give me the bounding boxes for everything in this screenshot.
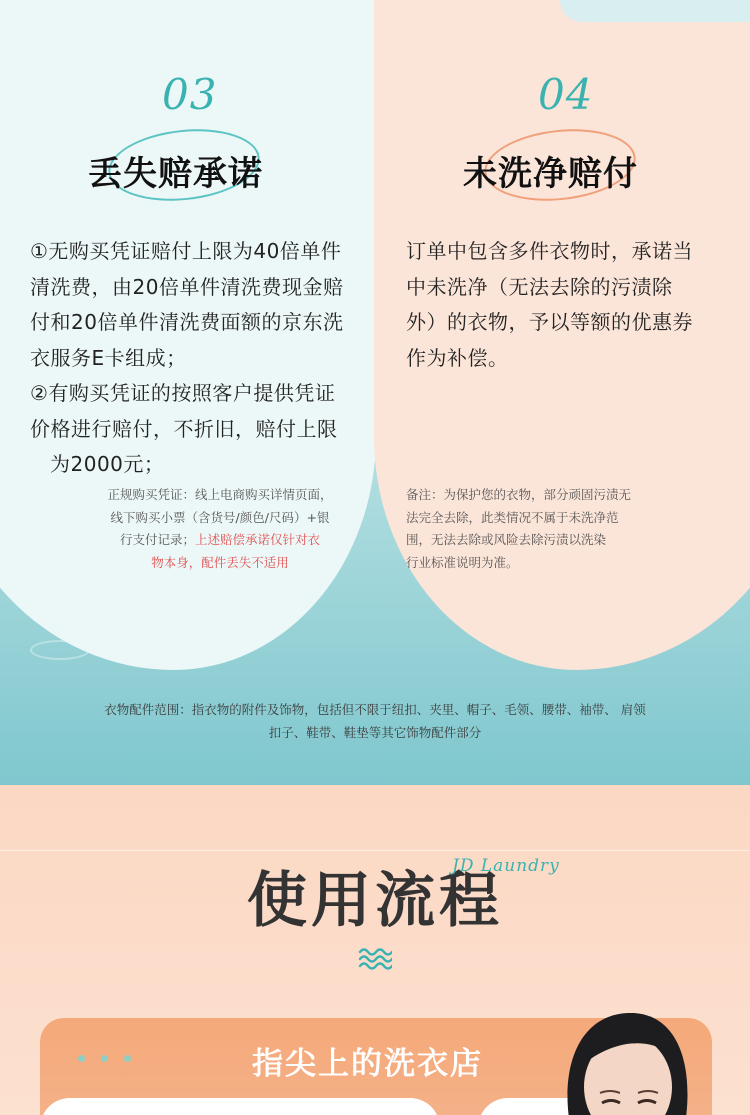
body-line: 外）的衣物，予以等额的优惠券 xyxy=(406,310,693,334)
body-line: 订单中包含多件衣物时，承诺当 xyxy=(406,239,693,263)
brand-script: JD Laundry xyxy=(452,856,560,876)
dot-decoration xyxy=(78,1055,85,1062)
card-title: 未洗净赔付 xyxy=(463,154,638,194)
note-line: 法完全去除，此类情况不属于未洗净范 xyxy=(406,509,619,525)
card-body xyxy=(30,234,343,483)
body-line: 为2000元； xyxy=(50,452,165,476)
accessory-note-line: 衣物配件范围：指衣物的附件及饰物，包括但不限于纽扣、夹里、帽子、毛领、腰带、袖带、 肩领 xyxy=(104,702,646,717)
divider xyxy=(0,850,750,851)
card-note xyxy=(406,484,676,574)
body-line: 价格进行赔付，不折旧，赔付上限 xyxy=(30,416,338,441)
card-number: 04 xyxy=(538,70,594,119)
card-body xyxy=(406,234,693,376)
dot-decoration xyxy=(101,1055,108,1062)
body-line: 作为补偿。 xyxy=(406,345,509,370)
body-line: ①无购买凭证赔付上限为40倍单件 xyxy=(30,239,342,263)
card-note xyxy=(80,484,360,574)
wave-icon xyxy=(358,946,392,972)
body-line: 中未洗净（无法去除的污渍除 xyxy=(406,274,673,299)
body-line: 衣服务E卡组成； xyxy=(30,345,187,370)
body-line: ②有购买凭证的按照客户提供凭证 xyxy=(30,381,336,405)
accessory-scope-note xyxy=(0,698,750,744)
banner-title: 指尖上的洗衣店 xyxy=(252,1046,483,1082)
note-line: 线下购买小票（含货号/颜色/尺码）+银 xyxy=(110,509,330,525)
card-top-notch xyxy=(560,0,750,22)
banner-inner-card xyxy=(40,1098,440,1115)
body-line: 清洗费，由20倍单件清洗费现金赔 xyxy=(30,274,344,299)
accessory-note-line: 扣子、鞋带、鞋垫等其它饰物配件部分 xyxy=(268,725,482,740)
card-title: 丢失赔承诺 xyxy=(88,154,263,194)
note-warning: 上述赔偿承诺仅针对衣 xyxy=(195,532,321,547)
note-line: 行支付记录；上述赔偿承诺仅针对衣 xyxy=(119,532,321,547)
customer-service-avatar xyxy=(550,1005,700,1115)
section-title: 使用流程 xyxy=(247,866,503,936)
body-line: 付和20倍单件清洗费面额的京东洗 xyxy=(30,310,344,334)
note-line: 行业标准说明为准。 xyxy=(406,554,519,570)
card-number: 03 xyxy=(162,70,218,119)
note-line: 围，无法去除或风险去除污渍以洗染 xyxy=(406,532,607,547)
dot-decoration xyxy=(124,1055,131,1062)
note-warning: 物本身，配件丢失不适用 xyxy=(151,554,289,570)
note-line: 备注：为保护您的衣物，部分顽固污渍无 xyxy=(406,487,632,502)
note-line: 正规购买凭证：线上电商购买详情页面， xyxy=(107,487,333,502)
